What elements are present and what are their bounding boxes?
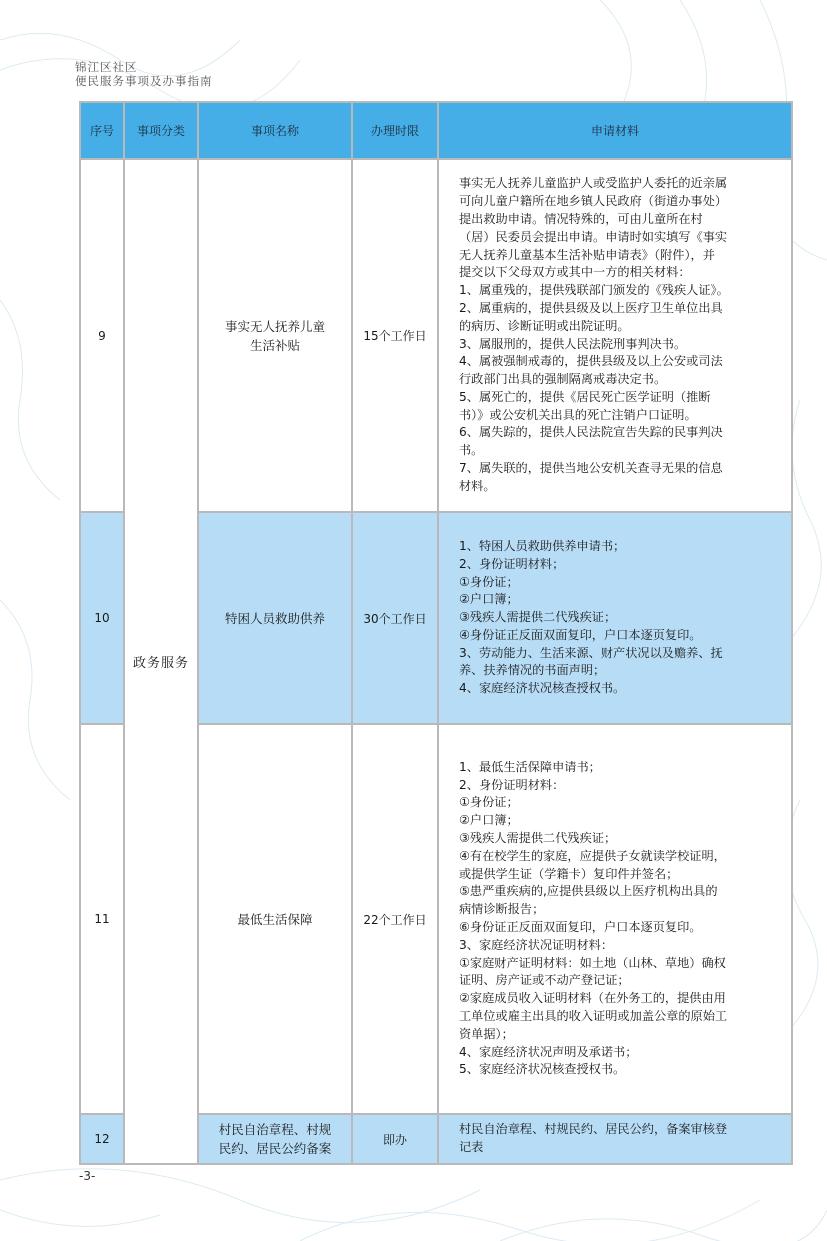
material-line: 1、最低生活保障申请书； bbox=[459, 759, 601, 774]
material-line: 5、家庭经济状况核查授权书。 bbox=[459, 1062, 626, 1077]
material-line: 工单位或雇主出具的收入证明或加盖公章的原始工 bbox=[459, 1008, 728, 1023]
row-number: 12 bbox=[80, 1114, 124, 1164]
material-line: 2、身份证明材料； bbox=[459, 556, 565, 571]
material-line: 2、身份证明材料： bbox=[459, 777, 565, 792]
material-line: ①家庭财产证明材料：如土地（山林、草地）确权 bbox=[459, 955, 726, 970]
material-line: ③残疾人需提供二代残疾证； bbox=[459, 610, 617, 625]
row-number: 11 bbox=[80, 724, 124, 1114]
header-materials: 申请材料 bbox=[438, 102, 792, 159]
row-number: 10 bbox=[80, 512, 124, 724]
page-number: -3- bbox=[79, 1169, 96, 1183]
material-line: 村民自治章程、村规民约、居民公约，备案审核登 bbox=[459, 1122, 728, 1136]
material-line: 3、劳动能力、生活来源、财产状况以及赡养、抚 bbox=[459, 645, 723, 660]
header-time-limit: 办理时限 bbox=[352, 102, 438, 159]
category-cell: 政务服务 bbox=[124, 159, 198, 1164]
material-line: 3、属服刑的，提供人民法院刑事判决书。 bbox=[459, 336, 687, 351]
table-row bbox=[80, 159, 792, 512]
material-line: ⑥身份证正反面双面复印，户口本逐页复印。 bbox=[459, 920, 702, 934]
material-line: 书）》或公安机关出具的死亡注销户口证明。 bbox=[459, 407, 697, 422]
materials bbox=[438, 724, 792, 1114]
material-line: ②家庭成员收入证明材料（在外务工的，提供由用 bbox=[459, 991, 726, 1006]
material-line: 可向儿童户籍所在地乡镇人民政府（街道办事处） bbox=[459, 194, 728, 209]
item-name bbox=[198, 724, 352, 1114]
material-line: ②户口簿； bbox=[459, 813, 519, 828]
header-seq: 序号 bbox=[80, 102, 124, 159]
header-category: 事项分类 bbox=[124, 102, 198, 159]
item-name-line: 事实无人抚养儿童 bbox=[224, 318, 325, 334]
material-line: ④身份证正反面双面复印，户口本逐页复印。 bbox=[459, 627, 702, 642]
document-header-line1: 锦江区社区 bbox=[75, 60, 138, 74]
material-line: ①身份证； bbox=[459, 795, 519, 810]
material-line: 7、属失联的，提供当地公安机关查寻无果的信息 bbox=[459, 461, 723, 476]
service-guide-table bbox=[79, 101, 793, 1165]
material-line: 事实无人抚养儿童监护人或受监护人委托的近亲属 bbox=[459, 176, 728, 191]
material-line: 病情诊断报告； bbox=[459, 902, 545, 917]
time-limit: 15个工作日 bbox=[352, 159, 438, 512]
material-line: 书。 bbox=[459, 443, 484, 458]
material-line: 资单据）； bbox=[459, 1026, 514, 1041]
document-header-line2: 便民服务事项及办事指南 bbox=[75, 74, 213, 88]
material-line: 4、家庭经济状况核查授权书。 bbox=[459, 681, 626, 696]
time-limit: 22个工作日 bbox=[352, 724, 438, 1114]
material-line: 5、属死亡的，提供《居民死亡医学证明（推断 bbox=[459, 389, 711, 404]
material-line: 4、属被强制戒毒的，提供县级及以上公安或司法 bbox=[459, 354, 723, 369]
time-limit: 即办 bbox=[352, 1114, 438, 1164]
material-line: ④有在校学生的家庭，应提供子女就读学校证明， bbox=[459, 848, 726, 863]
time-limit: 30个工作日 bbox=[352, 512, 438, 724]
material-line: 证明、房产证或不动产登记证； bbox=[459, 973, 630, 988]
material-line: 4、家庭经济状况声明及承诺书； bbox=[459, 1044, 638, 1059]
materials bbox=[438, 159, 792, 512]
materials bbox=[438, 1114, 792, 1164]
item-name-line: 最低生活保障 bbox=[237, 911, 313, 927]
material-line: 养、扶养情况的书面声明； bbox=[459, 663, 606, 678]
item-name-line: 村民自治章程、村规 bbox=[218, 1122, 332, 1137]
material-line: 无人抚养儿童基本生活补贴申请表》（附件），并 bbox=[459, 247, 715, 262]
material-line: ⑤患严重疾病的,应提供县级以上医疗机构出具的 bbox=[459, 884, 718, 899]
item-name bbox=[198, 512, 352, 724]
material-line: ②户口簿； bbox=[459, 592, 519, 607]
material-line: 6、属失踪的，提供人民法院宣告失踪的民事判决 bbox=[459, 425, 723, 440]
material-line: 3、家庭经济状况证明材料： bbox=[459, 937, 614, 952]
material-line: ③残疾人需提供二代残疾证； bbox=[459, 831, 617, 846]
material-line: 材料。 bbox=[459, 478, 496, 493]
material-line: 1、特困人员救助供养申请书； bbox=[459, 538, 626, 553]
material-line: 的病历、诊断证明或出院证明。 bbox=[459, 318, 630, 333]
material-line: 提交以下父母双方或其中一方的相关材料： bbox=[459, 265, 691, 280]
item-name bbox=[198, 159, 352, 512]
item-name-line: 民约、居民公约备案 bbox=[218, 1141, 332, 1156]
material-line: 记表 bbox=[459, 1139, 484, 1154]
material-line: 提出救助申请。情况特殊的，可由儿童所在村 bbox=[459, 211, 703, 226]
material-line: 1、属重残的，提供残联部门颁发的《残疾人证》。 bbox=[459, 283, 729, 298]
header-item-name: 事项名称 bbox=[198, 102, 352, 159]
row-number: 9 bbox=[80, 159, 124, 512]
item-name-line: 特困人员救助供养 bbox=[224, 610, 325, 626]
material-line: 行政部门出具的强制隔离戒毒决定书。 bbox=[459, 372, 667, 387]
material-line: （居）民委员会提出申请。申请时如实填写《事实 bbox=[459, 229, 728, 244]
material-line: 2、属重病的，提供县级及以上医疗卫生单位出具 bbox=[459, 300, 723, 315]
materials bbox=[438, 512, 792, 724]
material-line: 或提供学生证（学籍卡）复印件并签名； bbox=[459, 866, 679, 881]
item-name bbox=[198, 1114, 352, 1164]
item-name-line: 生活补贴 bbox=[249, 337, 300, 353]
material-line: ①身份证； bbox=[459, 574, 519, 589]
